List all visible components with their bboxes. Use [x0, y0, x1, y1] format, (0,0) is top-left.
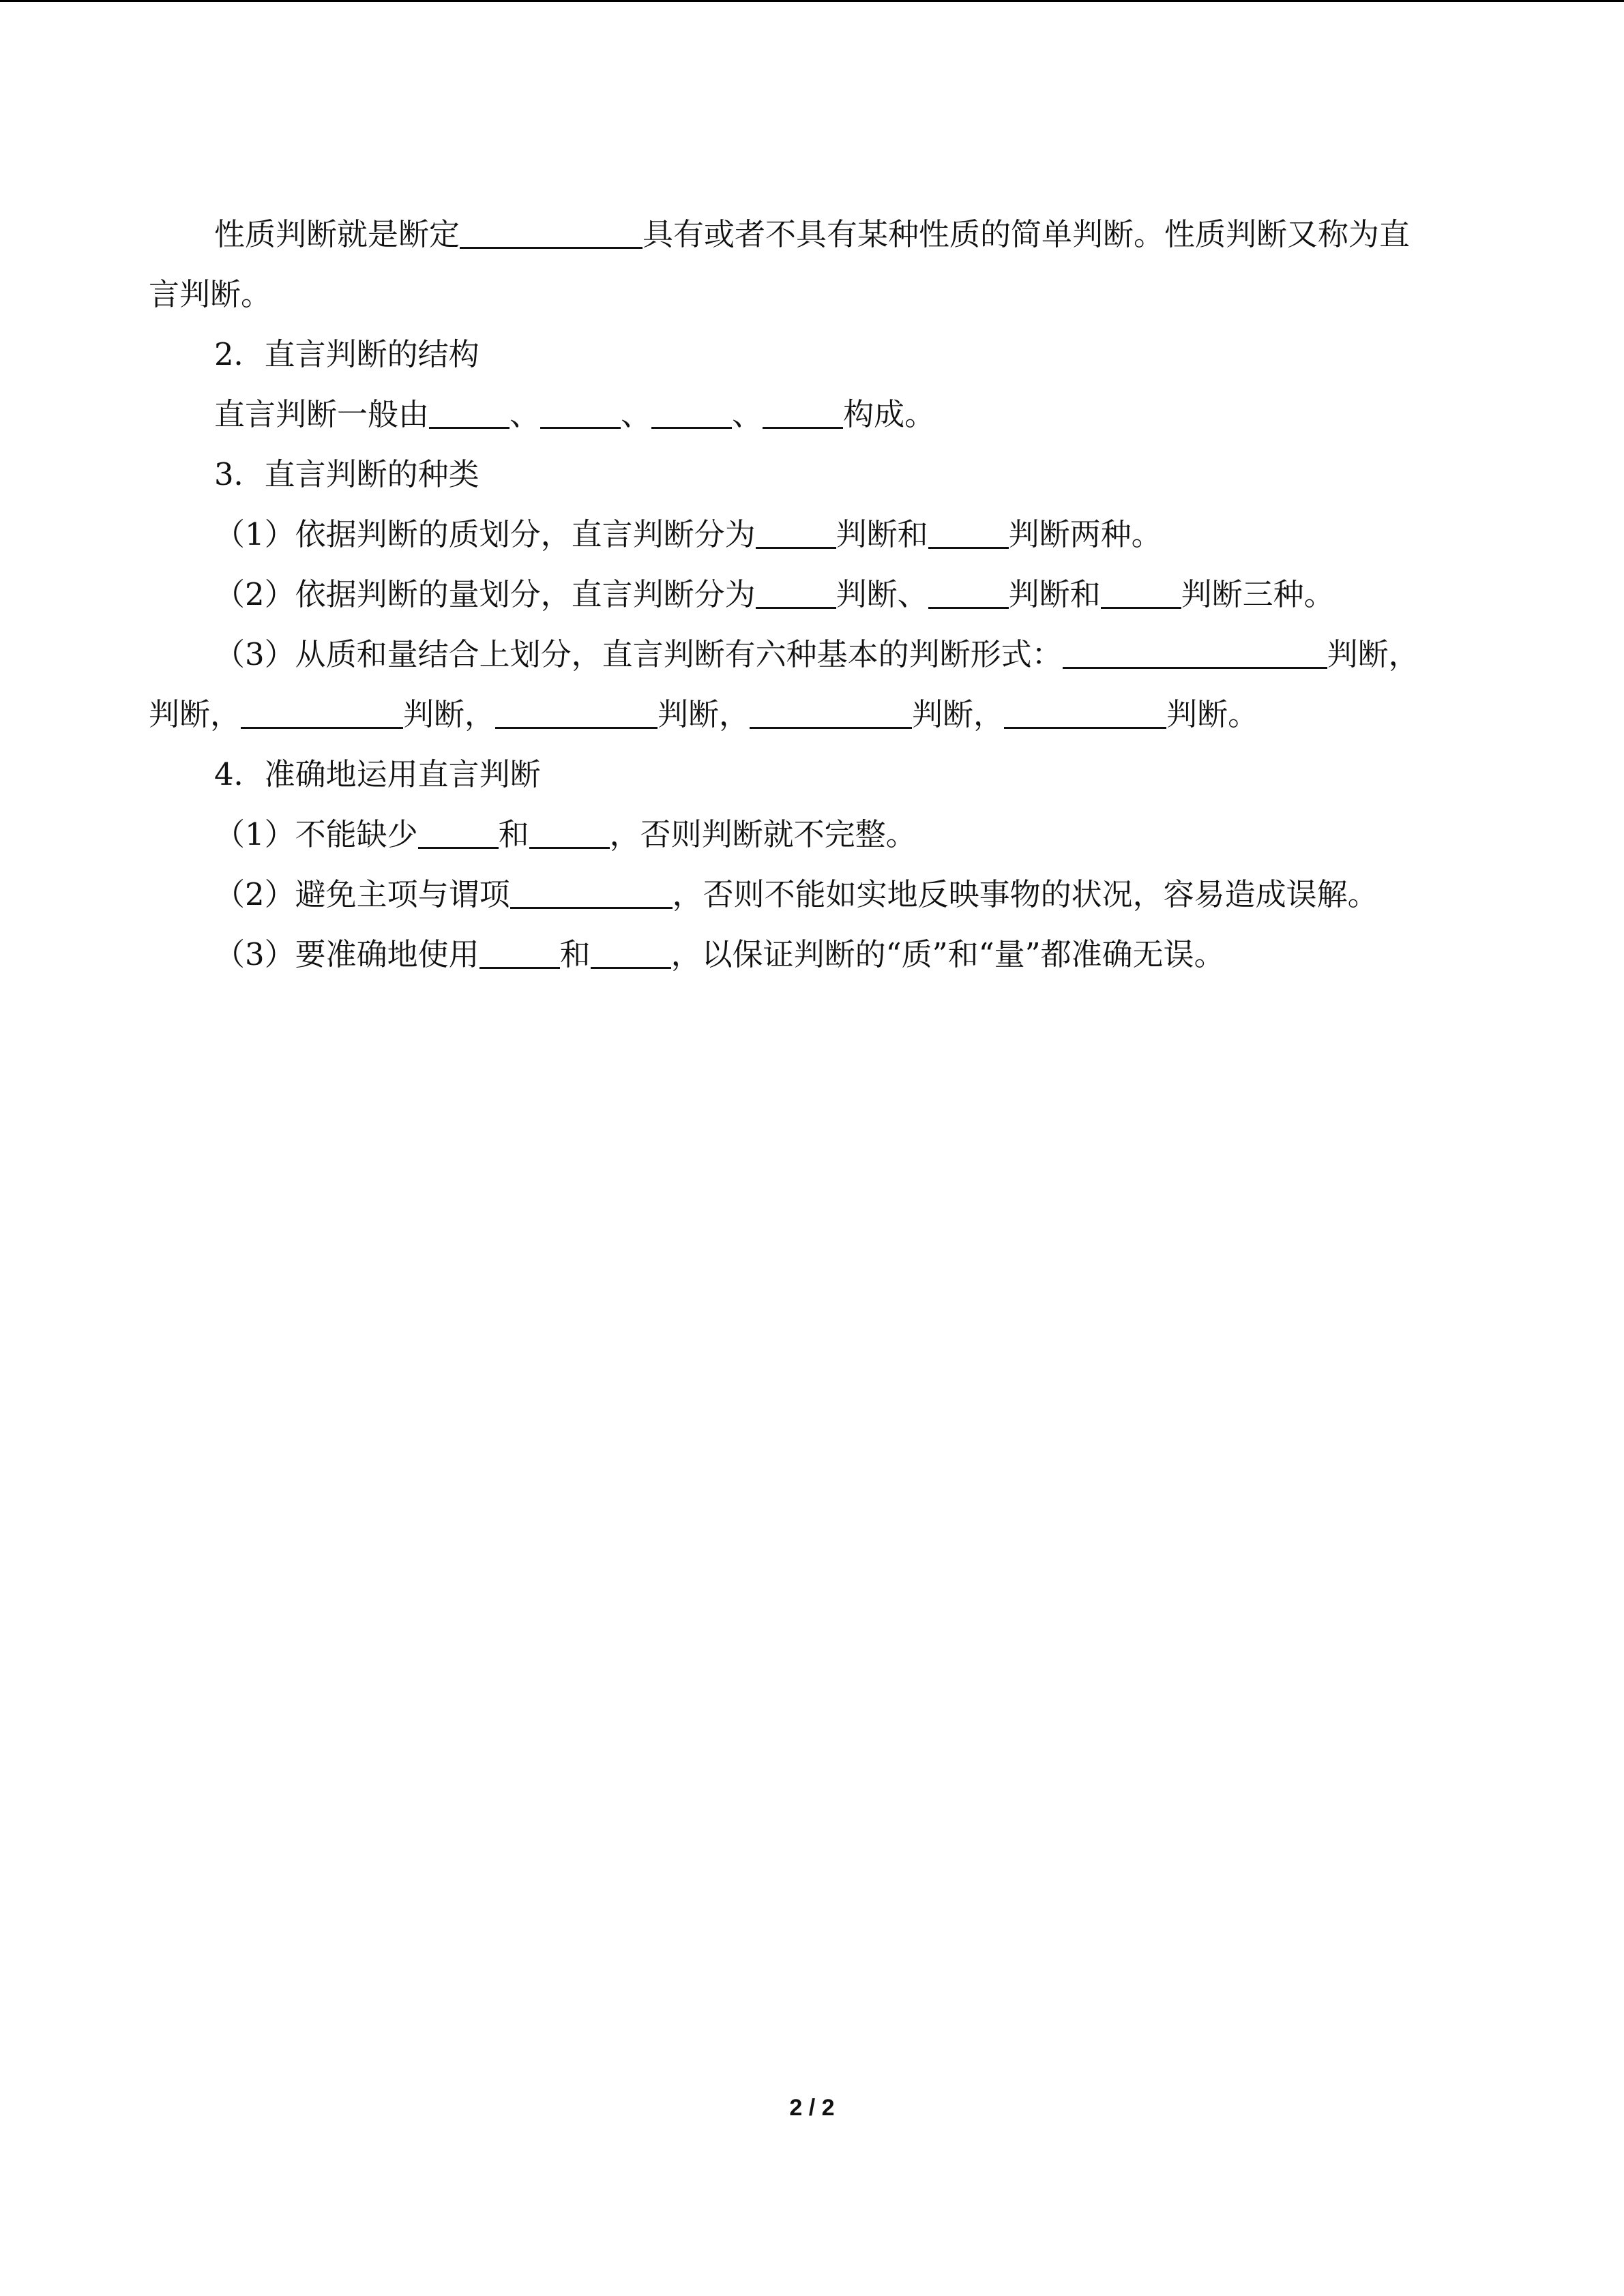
types-item-1: [149, 505, 1480, 565]
fill-blank[interactable]: [495, 691, 658, 729]
fill-blank[interactable]: [651, 391, 732, 429]
text: 性质判断就是断定: [214, 216, 460, 252]
text: 判断两种。: [1008, 516, 1162, 552]
worksheet-body: [149, 205, 1480, 985]
fill-blank[interactable]: [763, 391, 843, 429]
text: 判断，: [912, 696, 1005, 732]
usage-item-1: [149, 805, 1480, 865]
fill-blank[interactable]: [756, 571, 836, 609]
text: 和: [498, 816, 529, 852]
fill-blank[interactable]: [1063, 631, 1327, 669]
section-title: 2．直言判断的结构: [214, 336, 479, 372]
text: 言判断。: [149, 276, 272, 312]
text: 具有或者不具有某种性质的简单判断。性质判断又称为直: [643, 216, 1411, 252]
section-title: 3．直言判断的种类: [214, 456, 479, 492]
text: 、: [510, 396, 541, 432]
fill-blank[interactable]: [928, 511, 1009, 549]
text: （2）避免主项与谓项: [214, 876, 510, 912]
fill-blank[interactable]: [418, 811, 499, 849]
text: 判断，: [1327, 636, 1419, 672]
text: ，否则判断就不完整。: [609, 816, 917, 852]
text: （3）从质和量结合上划分，直言判断有六种基本的判断形式：: [214, 636, 1063, 672]
text: ，否则不能如实地反映事物的状况，容易造成误解。: [672, 876, 1378, 912]
types-item-3-line2: [149, 685, 1480, 745]
text: 判断三种。: [1181, 576, 1335, 612]
section-title: 4．准确地运用直言判断: [214, 756, 541, 792]
text: 、: [621, 396, 652, 432]
text: （1）不能缺少: [214, 816, 418, 852]
text: 构成。: [843, 396, 936, 432]
text: 判断和: [836, 516, 928, 552]
fill-blank[interactable]: [540, 391, 621, 429]
fill-blank[interactable]: [1101, 571, 1181, 609]
text: 判断。: [1166, 696, 1259, 732]
text: （1）依据判断的质划分，直言判断分为: [214, 516, 756, 552]
fill-blank[interactable]: [479, 931, 560, 969]
fill-blank[interactable]: [750, 691, 912, 729]
text: 和: [559, 936, 591, 972]
text: 判断，: [149, 696, 241, 732]
text: 判断、: [836, 576, 928, 612]
section-heading-structure: [149, 325, 1480, 385]
fill-blank[interactable]: [460, 211, 643, 249]
usage-item-3: [149, 925, 1480, 985]
fill-blank[interactable]: [591, 931, 671, 969]
text: ，以保证判断的“质”和“量”都准确无误。: [670, 936, 1225, 972]
text: 判断，: [403, 696, 496, 732]
fill-blank[interactable]: [241, 691, 403, 729]
fill-blank[interactable]: [756, 511, 836, 549]
fill-blank[interactable]: [1004, 691, 1166, 729]
section-heading-usage: [149, 745, 1480, 805]
types-item-3-line1: [149, 625, 1480, 685]
types-item-2: [149, 565, 1480, 625]
section-heading-types: [149, 445, 1480, 505]
top-border: [0, 0, 1624, 2]
fill-blank[interactable]: [928, 571, 1009, 609]
fill-blank[interactable]: [510, 871, 673, 909]
text: 判断，: [658, 696, 750, 732]
structure-paragraph: [149, 385, 1480, 445]
text: （3）要准确地使用: [214, 936, 479, 972]
definition-paragraph-line2: [149, 265, 1480, 325]
definition-paragraph-line1: [149, 205, 1480, 265]
text: 、: [732, 396, 763, 432]
text: 判断和: [1008, 576, 1101, 612]
text: 直言判断一般由: [214, 396, 430, 432]
fill-blank[interactable]: [429, 391, 510, 429]
text: （2）依据判断的量划分，直言判断分为: [214, 576, 756, 612]
page-number: 2 / 2: [789, 2095, 835, 2121]
usage-item-2: [149, 865, 1480, 925]
fill-blank[interactable]: [529, 811, 610, 849]
